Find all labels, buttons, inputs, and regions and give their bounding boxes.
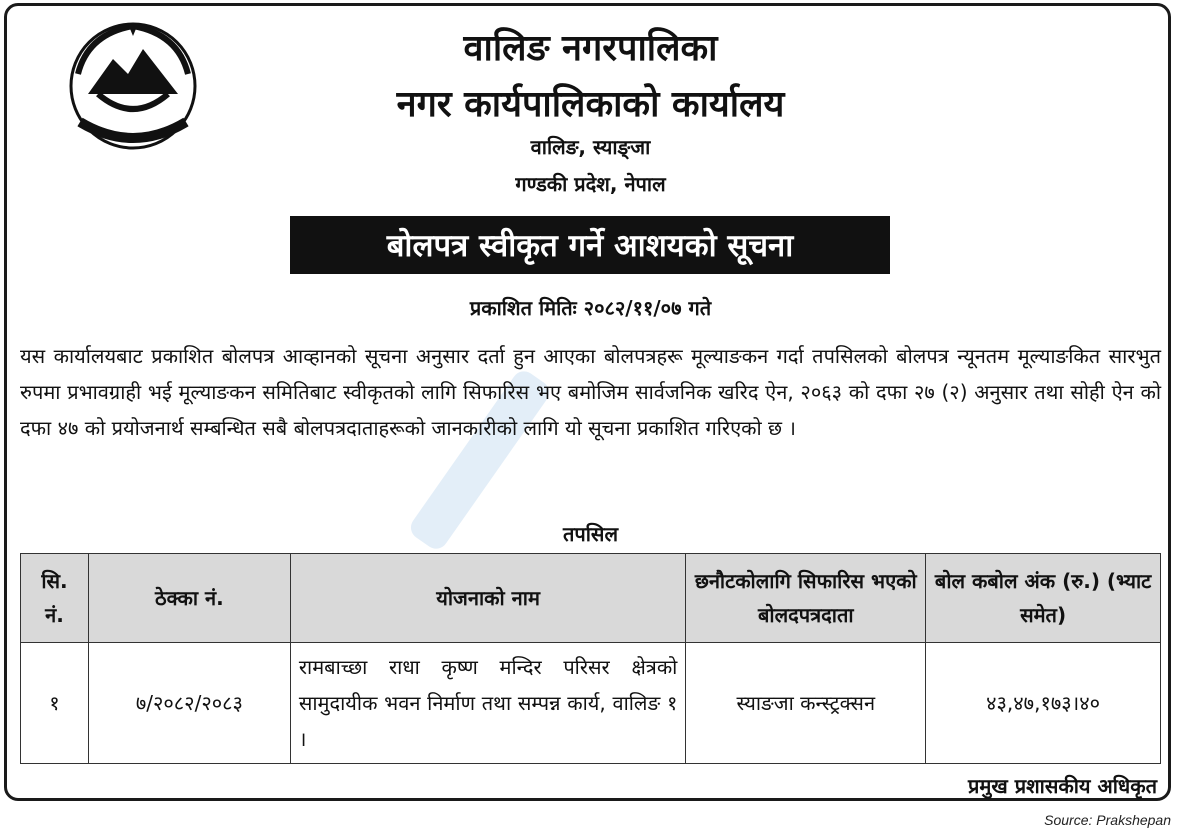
cell-contract-no: ७/२०८२/२०८३ [88,643,290,764]
published-date: प्रकाशित मितिः २०८२/११/०७ गते [469,296,712,320]
header-sn: सि. नं. [21,554,89,643]
table-heading: तपसिल [562,522,619,546]
header-contract-no: ठेक्का नं. [88,554,290,643]
header-amount: बोल कबोल अंक (रु.) (भ्याट समेत) [926,554,1161,643]
table-row [21,643,1161,764]
source-credit: Source: Prakshepan [1044,812,1171,828]
location-text: वालिङ, स्याङ्जा [530,135,651,159]
cell-project-name: रामबाच्छा राधा कृष्ण मन्दिर परिसर क्षेत्रको सामुदायीक भवन निर्माण तथा सम्पन्न कार्य, वालिङ १ । [290,643,686,764]
office-name: नगर कार्यपालिकाको कार्यालय [396,84,785,125]
header-bidder: छनौटकोलागि सिफारिस भएको बोलदपत्रदाता [686,554,926,643]
signatory: प्रमुख प्रशासकीय अधिकृत [968,774,1157,798]
province-text: गण्डकी प्रदेश, नेपाल [515,172,666,196]
notice-title-banner: बोलपत्र स्वीकृत गर्ने आशयको सूचना [290,216,890,274]
cell-amount: ४३,४७,१७३।४० [926,643,1161,764]
table-header-row [21,554,1161,643]
header-project-name: योजनाको नाम [290,554,686,643]
cell-sn: १ [21,643,89,764]
notice-body: यस कार्यालयबाट प्रकाशित बोलपत्र आव्हानको सूचना अनुसार दर्ता हुन आएका बोलपत्रहरू मूल्याङकन गर्दा तपसिलको बोलपत्र न्यूनतम मूल्याङकित सारभुत रुपमा प्रभावग्राही भई मूल्याङकन समितिबाट स्वीकृतको लागि सिफारिस भए बमोजिम सार्वजनिक खरिद ऐन, २०६३ को दफा २७ (२) अनुसार तथा सोही ऐन को दफा ४७ को प्रयोजनार्थ सम्बन्धित सबै बोलपत्रदाताहरूको जानकारीको लागि यो सूचना प्रकाशित गरिएको छ । [20,344,1161,440]
municipality-name: वालिङ नगरपालिका [463,28,718,69]
bid-table [20,553,1161,764]
cell-bidder: स्याङजा कन्स्ट्रक्सन [686,643,926,764]
